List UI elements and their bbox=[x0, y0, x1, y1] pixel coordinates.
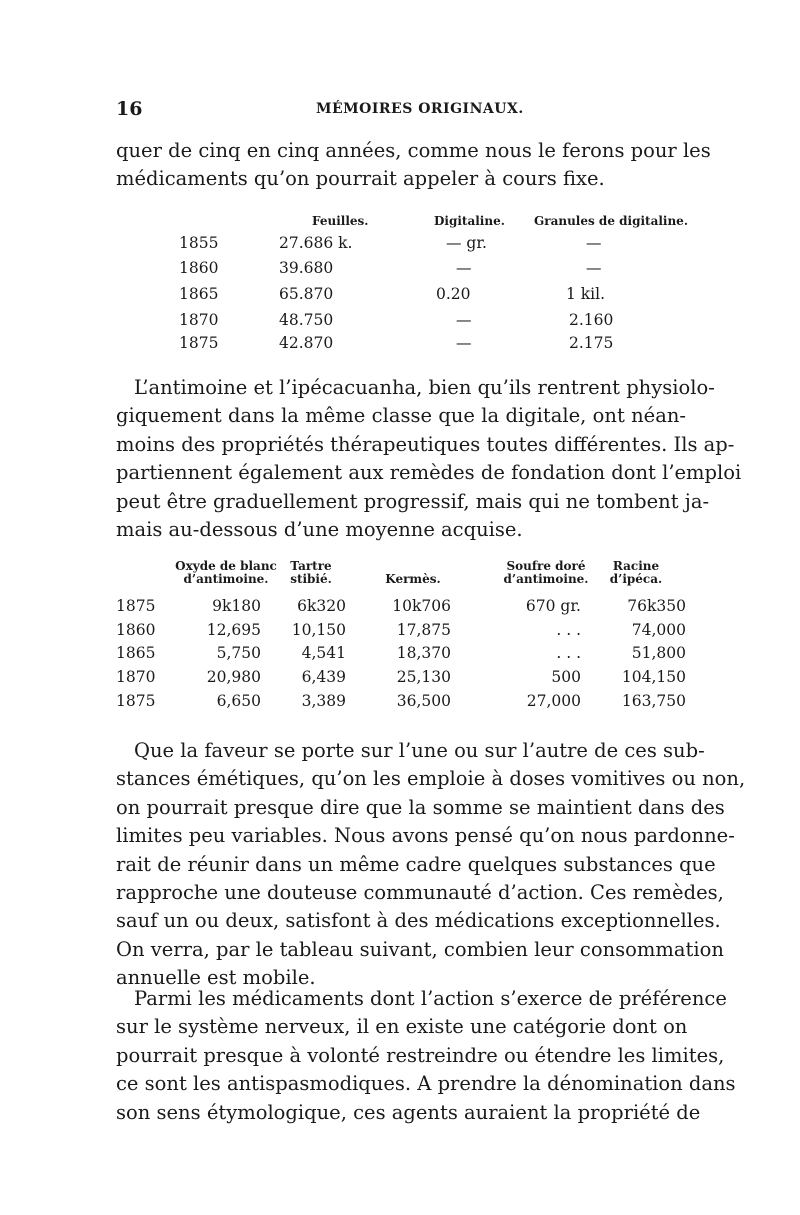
table-row bbox=[116, 621, 686, 645]
digitaline-cell: — bbox=[456, 259, 472, 277]
oxyde-cell: 20,980 bbox=[206, 668, 261, 686]
granules-cell: — bbox=[586, 234, 602, 252]
header-line: Kermès. bbox=[385, 572, 441, 586]
feuilles-cell: 42.870 bbox=[279, 334, 334, 352]
paragraph-intro bbox=[116, 137, 711, 194]
page-header bbox=[116, 98, 686, 122]
text-line: on pourrait presque dire que la somme se maintient dans des bbox=[116, 795, 725, 819]
text-line: rapproche une douteuse communauté d’action. Ces remèdes, bbox=[116, 881, 724, 905]
paragraph-antispasmodiques bbox=[116, 985, 736, 1127]
table-row bbox=[116, 597, 686, 621]
table-row bbox=[116, 285, 686, 307]
text-line: son sens étymologique, ces agents auraient la propriété de bbox=[116, 1100, 701, 1124]
soufre-cell: . . . bbox=[556, 644, 581, 662]
granules-cell: 1 kil. bbox=[566, 285, 606, 303]
table-row bbox=[116, 259, 686, 281]
header-line: Tartre bbox=[290, 559, 332, 573]
digitaline-cell: — bbox=[456, 311, 472, 329]
text-line: partiennent également aux remèdes de fondation dont l’emploi bbox=[116, 461, 742, 485]
text-line: On verra, par le tableau suivant, combien leur consommation bbox=[116, 937, 724, 961]
soufre-cell: 27,000 bbox=[526, 692, 581, 710]
text-line: giquement dans la même classe que la digitale, ont néan- bbox=[116, 404, 686, 428]
soufre-cell: 500 bbox=[551, 668, 581, 686]
column-header-kermes bbox=[378, 560, 448, 586]
text-line: quer de cinq en cinq années, comme nous le ferons pour les bbox=[116, 139, 711, 162]
kermes-cell: 10k706 bbox=[392, 597, 451, 615]
tartre-cell: 10,150 bbox=[291, 621, 346, 639]
digitaline-cell: — gr. bbox=[446, 234, 487, 252]
text-line: sauf un ou deux, satisfont à des médications exceptionnelles. bbox=[116, 909, 721, 933]
text-line: Que la faveur se porte sur l’une ou sur l’autre de ces sub- bbox=[134, 739, 705, 762]
column-header-tartre bbox=[281, 560, 341, 586]
column-header-digitaline: Digitaline. bbox=[434, 214, 505, 228]
tartre-cell: 6,439 bbox=[301, 668, 346, 686]
year-cell: 1865 bbox=[116, 644, 156, 662]
column-header-racine bbox=[598, 560, 674, 586]
kermes-cell: 17,875 bbox=[396, 621, 451, 639]
column-header-soufre bbox=[496, 560, 596, 586]
racine-cell: 74,000 bbox=[631, 621, 686, 639]
header-line: Soufre doré bbox=[506, 559, 586, 573]
digitaline-cell: 0.20 bbox=[436, 285, 471, 303]
column-header-oxyde bbox=[171, 560, 281, 586]
text-line: médicaments qu’on pourrait appeler à cours fixe. bbox=[116, 167, 605, 191]
header-line: d’antimoine. bbox=[183, 572, 269, 586]
text-line: Parmi les médicaments dont l’action s’exerce de préférence bbox=[134, 987, 727, 1010]
oxyde-cell: 5,750 bbox=[216, 644, 261, 662]
feuilles-cell: 27.686 k. bbox=[279, 234, 353, 252]
year-cell: 1860 bbox=[179, 259, 219, 277]
racine-cell: 104,150 bbox=[621, 668, 686, 686]
feuilles-cell: 39.680 bbox=[279, 259, 334, 277]
header-line: d’ipéca. bbox=[609, 572, 663, 586]
tartre-cell: 6k320 bbox=[297, 597, 346, 615]
granules-cell: 2.175 bbox=[569, 334, 614, 352]
oxyde-cell: 12,695 bbox=[206, 621, 261, 639]
header-line: Racine bbox=[612, 559, 660, 573]
kermes-cell: 25,130 bbox=[396, 668, 451, 686]
text-line: rait de réunir dans un même cadre quelques substances que bbox=[116, 852, 716, 876]
text-line: L’antimoine et l’ipécacuanha, bien qu’ils rentrent physiolo- bbox=[134, 376, 715, 399]
feuilles-cell: 48.750 bbox=[279, 311, 334, 329]
text-line: moins des propriétés thérapeutiques toutes différentes. Ils ap- bbox=[116, 432, 735, 456]
table-row bbox=[116, 692, 686, 716]
feuilles-cell: 65.870 bbox=[279, 285, 334, 303]
racine-cell: 163,750 bbox=[621, 692, 686, 710]
paragraph-antimoine bbox=[116, 374, 742, 544]
text-line: pourrait presque à volonté restreindre ou étendre les limites, bbox=[116, 1043, 725, 1067]
text-line: mais au-dessous d’une moyenne acquise. bbox=[116, 518, 523, 542]
header-line: Oxyde de blanc bbox=[175, 559, 277, 573]
year-cell: 1865 bbox=[179, 285, 219, 303]
granules-cell: — bbox=[586, 259, 602, 277]
kermes-cell: 18,370 bbox=[396, 644, 451, 662]
racine-cell: 76k350 bbox=[627, 597, 686, 615]
soufre-cell: 670 gr. bbox=[525, 597, 581, 615]
granules-cell: 2.160 bbox=[569, 311, 614, 329]
table-row bbox=[116, 234, 686, 256]
digitaline-cell: — bbox=[456, 334, 472, 352]
tartre-cell: 4,541 bbox=[301, 644, 346, 662]
table-row bbox=[116, 334, 686, 356]
tartre-cell: 3,389 bbox=[301, 692, 346, 710]
table-row bbox=[116, 311, 686, 333]
column-header-feuilles: Feuilles. bbox=[312, 214, 369, 228]
year-cell: 1875 bbox=[116, 597, 156, 615]
year-cell: 1870 bbox=[116, 668, 156, 686]
text-line: peut être graduellement progressif, mais qui ne tombent ja- bbox=[116, 489, 710, 513]
header-line: stibié. bbox=[290, 572, 332, 586]
kermes-cell: 36,500 bbox=[396, 692, 451, 710]
year-cell: 1860 bbox=[116, 621, 156, 639]
oxyde-cell: 6,650 bbox=[216, 692, 261, 710]
header-line: d’antimoine. bbox=[503, 572, 589, 586]
racine-cell: 51,800 bbox=[631, 644, 686, 662]
column-header-granules: Granules de digitaline. bbox=[534, 214, 688, 228]
year-cell: 1855 bbox=[179, 234, 219, 252]
year-cell: 1875 bbox=[179, 334, 219, 352]
oxyde-cell: 9k180 bbox=[212, 597, 261, 615]
page-number: 16 bbox=[116, 98, 143, 120]
soufre-cell: . . . bbox=[556, 621, 581, 639]
year-cell: 1870 bbox=[179, 311, 219, 329]
text-line: limites peu variables. Nous avons pensé qu’on nous pardonne- bbox=[116, 824, 735, 848]
text-line: ce sont les antispasmodiques. A prendre la dénomination dans bbox=[116, 1072, 736, 1096]
running-title: MÉMOIRES ORIGINAUX. bbox=[316, 101, 524, 117]
table-row bbox=[116, 668, 686, 692]
text-line: stances émétiques, qu’on les emploie à doses vomitives ou non, bbox=[116, 767, 746, 791]
table-row bbox=[116, 644, 686, 668]
paragraph-emetiques bbox=[116, 737, 746, 993]
text-line: sur le système nerveux, il en existe une catégorie dont on bbox=[116, 1015, 688, 1039]
year-cell: 1875 bbox=[116, 692, 156, 710]
text-line: annuelle est mobile. bbox=[116, 966, 316, 990]
